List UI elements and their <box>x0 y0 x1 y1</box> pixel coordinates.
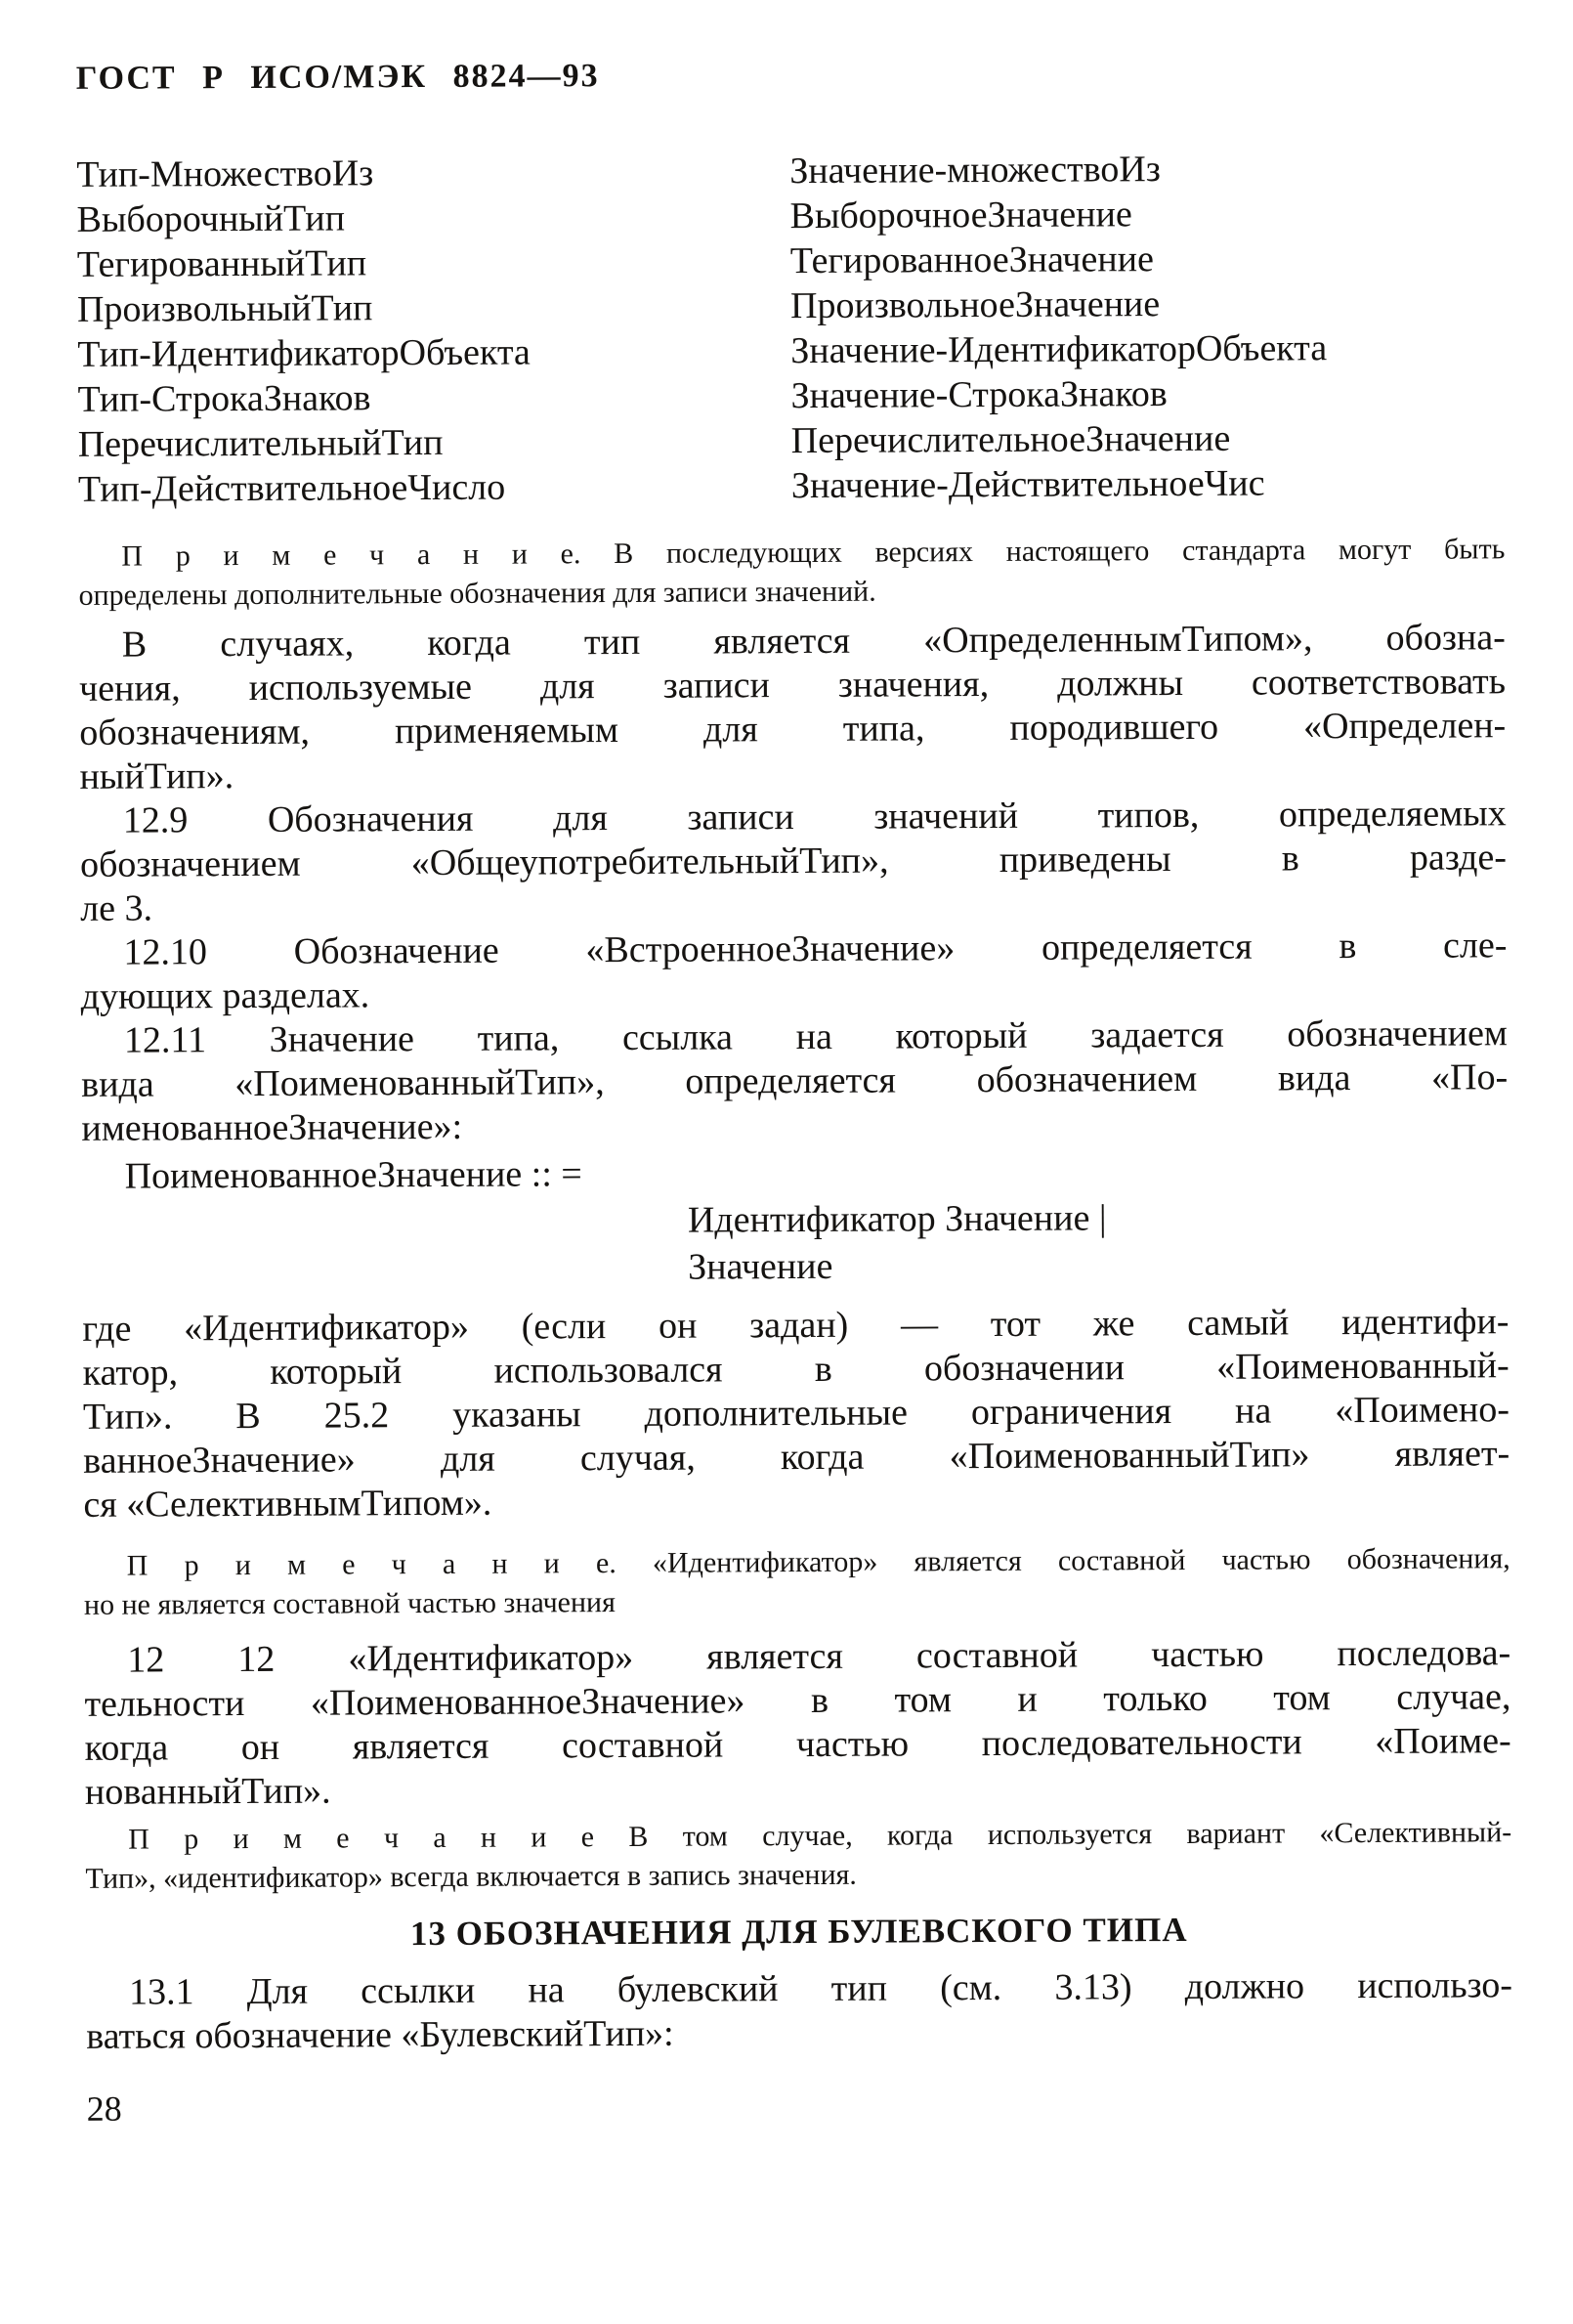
body-paragraph-12-12 <box>84 1631 1511 1815</box>
paragraph-line: где «Идентификатор» (если он задан) — тот же самый идентифи- <box>82 1301 1509 1350</box>
paragraph-line: дующих разделах. <box>80 974 370 1017</box>
table-row <box>78 459 1505 512</box>
value-cell: Значение-ИдентификаторОбъекта <box>790 327 1328 372</box>
type-cell: ПроизвольныйТип <box>76 287 373 330</box>
paragraph-line: ванноеЗначение» для случая, когда «ПоименованныйТип» являет- <box>83 1433 1510 1482</box>
value-cell: Значение-СтрокаЗнаков <box>790 373 1168 417</box>
paragraph-line: 12.9 Обозначения для записи значений типов, определяемых <box>122 793 1507 841</box>
paragraph-line: нованныйТип». <box>84 1770 331 1813</box>
body-paragraph-13-1 <box>86 1963 1512 2059</box>
table-row <box>76 145 1503 197</box>
paragraph-line: чения, используемые для записи значения, должны соответствовать <box>78 661 1507 710</box>
type-cell: ПеречислительныйТип <box>77 421 444 465</box>
paragraph-line: ваться обозначение «БулевскийТип»: <box>86 2012 674 2057</box>
gost-header: ГОСТ Р ИСО/МЭК 8824—93 <box>75 58 600 97</box>
note-line: П р и м е ч а н и е В том случае, когда используется вариант «Селективный- <box>128 1816 1512 1856</box>
bnf-formula <box>82 1145 1509 1294</box>
body-paragraph-12-9 <box>80 792 1508 931</box>
formula-line: ПоименованноеЗначение :: = <box>124 1153 582 1197</box>
type-cell: ТегированныйТип <box>76 242 367 285</box>
body-paragraph-gde <box>82 1300 1509 1528</box>
paragraph-line: когда он является составной частью последовательности «Поиме- <box>84 1720 1511 1769</box>
paragraph-line: ся «СелективнымТипом». <box>83 1482 492 1526</box>
note-line: П р и м е ч а н и е. В последующих версиях настоящего стандарта могут быть <box>121 533 1506 573</box>
body-paragraph <box>79 616 1507 799</box>
paragraph-line: ныйТип». <box>79 755 234 797</box>
section-13-heading: 13 ОБОЗНАЧЕНИЯ ДЛЯ БУЛЕВСКОГО ТИПА <box>409 1910 1188 1954</box>
paragraph-line: обозначением «ОбщеупотребительныйТип», приведены в разде- <box>79 837 1508 885</box>
note-line: но не является составной частью значения <box>83 1586 616 1621</box>
type-cell: Тип-МножествоИз <box>76 152 374 195</box>
note-line: определены дополнительные обозначения для записи значений. <box>78 575 876 612</box>
paragraph-line: обозначениям, применяемым для типа, породившего «Определен- <box>79 705 1507 753</box>
value-cell: ПеречислительноеЗначение <box>790 417 1231 462</box>
formula-line: Идентификатор Значение | <box>687 1197 1107 1241</box>
table-row <box>76 190 1503 242</box>
note-line: Тип», «идентификатор» всегда включается в запись значения. <box>85 1858 857 1895</box>
type-cell: Тип-СтрокаЗнаков <box>77 377 371 420</box>
type-cell: Тип-ИдентификаторОбъекта <box>77 331 531 375</box>
paragraph-line: В случаях, когда тип является «ОпределеннымТипом», обозна- <box>121 617 1506 666</box>
value-cell: ТегированноеЗначение <box>789 238 1154 282</box>
paragraph-line: вида «ПоименованныйТип», определяется обозначением вида «По- <box>81 1056 1509 1105</box>
value-cell: Значение-множествоИз <box>789 149 1161 193</box>
body-paragraph-12-11 <box>81 1011 1509 1151</box>
body-paragraph-12-10 <box>80 924 1507 1019</box>
page-number: 28 <box>86 2088 122 2129</box>
table-row <box>77 280 1504 332</box>
note-line: П р и м е ч а н и е. «Идентификатор» является составной частью обозначения, <box>126 1542 1510 1582</box>
paragraph-line: именованноеЗначение»: <box>81 1105 463 1149</box>
paragraph-line: 12.11 Значение типа, ссылка на который задается обозначением <box>123 1012 1509 1061</box>
table-row <box>77 324 1504 377</box>
paragraph-line: 13.1 Для ссылки на булевский тип (см. 3.13) должно использо- <box>128 1964 1513 2013</box>
type-cell: ВыборочныйТип <box>76 197 346 240</box>
value-cell: Значение-ДействительноеЧис <box>790 462 1265 507</box>
paragraph-line: катор, который использовался в обозначении «Поименованный- <box>82 1345 1509 1394</box>
value-cell: ПроизвольноеЗначение <box>789 283 1161 327</box>
paragraph-line: тельности «ПоименованноеЗначение» в том и только том случае, <box>84 1676 1511 1725</box>
formula-line: Значение <box>688 1245 833 1288</box>
note-paragraph <box>84 1539 1510 1625</box>
note-paragraph <box>78 530 1505 616</box>
table-row <box>77 369 1504 422</box>
table-row <box>78 414 1505 467</box>
paragraph-line: 12 12 «Идентификатор» является составной частью последова- <box>127 1632 1511 1681</box>
table-row <box>77 235 1504 287</box>
paragraph-line: Тип». В 25.2 указаны дополнительные ограничения на «Поимено- <box>82 1389 1510 1438</box>
note-paragraph <box>85 1813 1511 1899</box>
type-value-table <box>76 145 1505 512</box>
type-cell: Тип-ДействительноеЧисло <box>77 466 506 510</box>
paragraph-line: 12.10 Обозначение «ВстроенноеЗначение» определяется в сле- <box>123 925 1508 973</box>
paragraph-line: ле 3. <box>80 887 153 929</box>
value-cell: ВыборочноеЗначение <box>789 194 1132 237</box>
